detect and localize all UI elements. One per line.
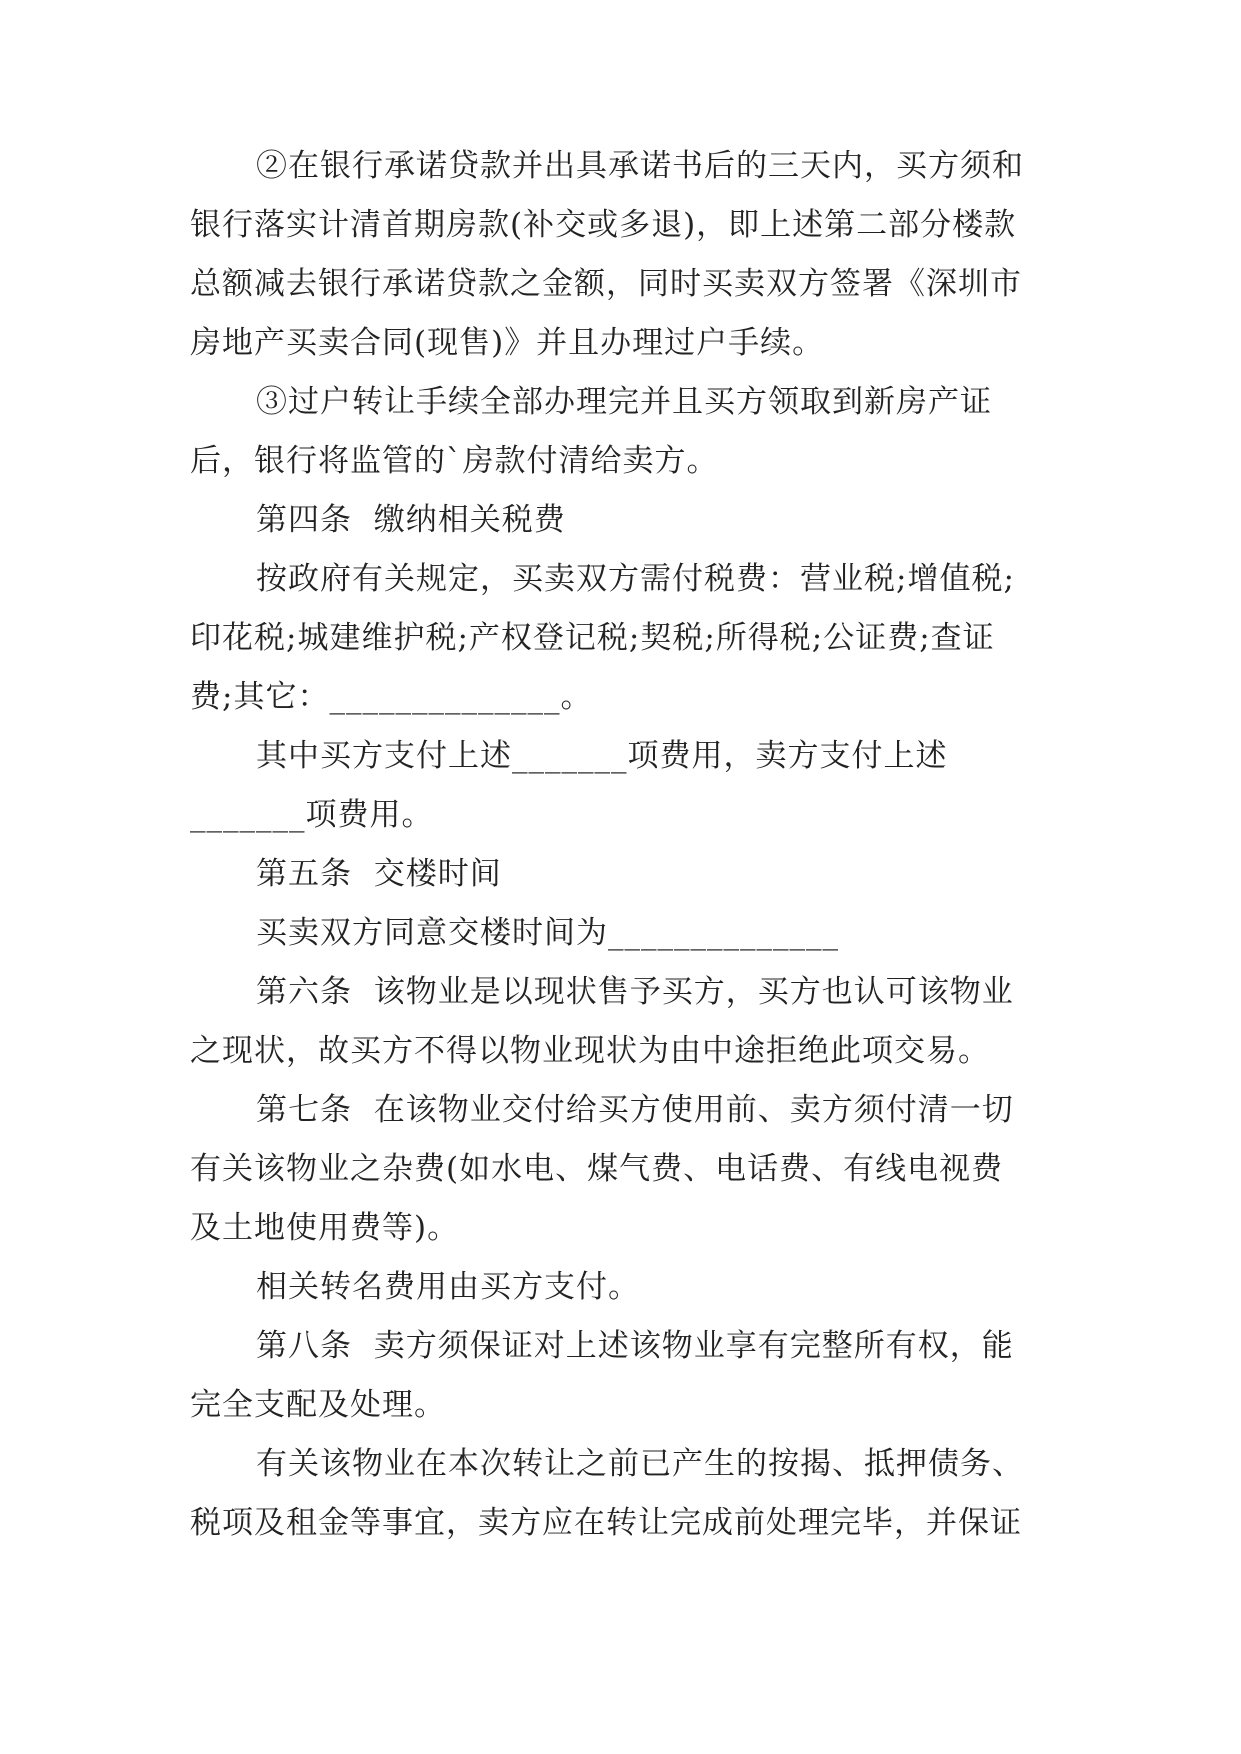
paragraph-line: 有关该物业在本次转让之前已产生的按揭、抵押债务、 bbox=[256, 1446, 1024, 1482]
paragraph-line: 税项及租金等事宜，卖方应在转让完成前处理完毕，并保证 bbox=[190, 1505, 1022, 1541]
paragraph-line: 总额减去银行承诺贷款之金额，同时买卖双方签署《深圳市 bbox=[190, 266, 1022, 302]
paragraph-line: 第七条 在该物业交付给买方使用前、卖方须付清一切 bbox=[256, 1092, 1014, 1128]
paragraph-line: 完全支配及处理。 bbox=[190, 1387, 446, 1423]
paragraph-line: 第八条 卖方须保证对上述该物业享有完整所有权，能 bbox=[256, 1328, 1014, 1364]
paragraph-line: _______项费用。 bbox=[190, 797, 434, 833]
paragraph-line: 按政府有关规定，买卖双方需付税费：营业税;增值税; bbox=[256, 561, 1015, 597]
paragraph-line: 有关该物业之杂费(如水电、煤气费、电话费、有线电视费 bbox=[190, 1151, 1004, 1187]
paragraph-line: 之现状，故买方不得以物业现状为由中途拒绝此项交易。 bbox=[190, 1033, 990, 1069]
paragraph-line: 买卖双方同意交楼时间为______________ bbox=[256, 915, 839, 951]
paragraph-line: 印花税;城建维护税;产权登记税;契税;所得税;公证费;查证 bbox=[190, 620, 995, 656]
section-heading: 第四条 缴纳相关税费 bbox=[256, 502, 566, 538]
paragraph-line: 及土地使用费等)。 bbox=[190, 1210, 460, 1246]
paragraph-line: 第六条 该物业是以现状售予买方，买方也认可该物业 bbox=[256, 974, 1014, 1010]
paragraph-line: ③过户转让手续全部办理完并且买方领取到新房产证 bbox=[256, 384, 992, 420]
paragraph-line: 其中买方支付上述_______项费用，卖方支付上述 bbox=[256, 738, 948, 774]
paragraph-line: 相关转名费用由买方支付。 bbox=[256, 1269, 640, 1305]
paragraph-line: 费;其它：______________。 bbox=[190, 679, 593, 715]
paragraph-line: 房地产买卖合同(现售)》并且办理过户手续。 bbox=[190, 325, 825, 361]
section-heading: 第五条 交楼时间 bbox=[256, 856, 502, 892]
paragraph-line: ②在银行承诺贷款并出具承诺书后的三天内，买方须和 bbox=[256, 148, 1024, 184]
paragraph-line: 银行落实计清首期房款(补交或多退)，即上述第二部分楼款 bbox=[190, 207, 1017, 243]
paragraph-line: 后，银行将监管的`房款付清给卖方。 bbox=[190, 443, 719, 479]
